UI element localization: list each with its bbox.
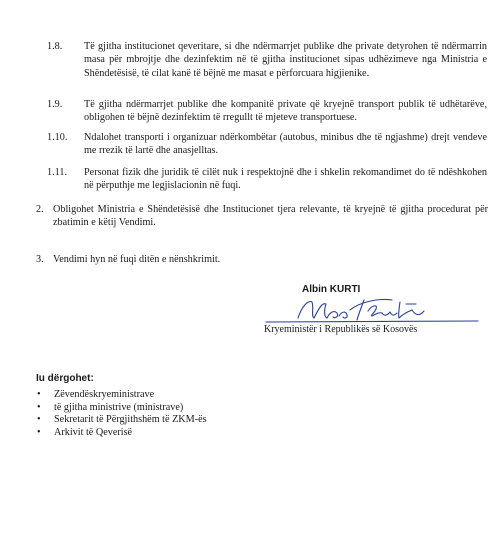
list-item: [36, 389, 207, 402]
recipients-list: [36, 389, 207, 439]
clause-text: Personat fizik dhe juridik të cilët nuk i respektojnë dhe i shkelin rekomandimet do të ndëshkohen në përputhje me legjislacionin në fuqi.: [84, 167, 487, 192]
clause-number: 1.11.: [47, 167, 67, 178]
clause-1-9: [47, 98, 487, 125]
paragraph-text: Obligohet Ministria e Shëndetësisë dhe Institucionet tjera relevante, të kryejnë të gjitha procedurat për zbatimin e këtij Vendimi.: [53, 204, 488, 229]
handwritten-signature: [264, 296, 494, 326]
clause-1-10: [47, 131, 487, 158]
list-item: [36, 402, 207, 415]
paragraph-text: Vendimi hyn në fuqi ditën e nënshkrimit.: [53, 254, 221, 265]
list-item: [36, 427, 207, 440]
clause-text: Ndalohet transporti i organizuar ndërkombëtar (autobus, minibus dhe të ngjashme) drejt vendeve me rrezik të lartë dhe anasjelltas.: [84, 132, 487, 157]
clause-text: Të gjitha institucionet qeveritare, si dhe ndërmarrjet publike dhe private detyrohen të ndërmarrin masa për mbrojtje dhe dezinfektim në të gjitha institucionet sipas udhëzimeve nga Ministria e Shëndetësisë, të cilat kanë të bëjnë me masat e përforcuara higjienike.: [84, 41, 487, 79]
bullet-icon: •: [37, 426, 41, 438]
bullet-icon: •: [37, 401, 41, 413]
recipient-text: të gjitha ministrive (ministrave): [54, 401, 184, 413]
paragraph-number: 2.: [36, 204, 44, 215]
clause-number: 1.10.: [47, 132, 68, 143]
signer-title: Kryeministër i Republikës së Kosovës: [264, 324, 418, 335]
clause-number: 1.8.: [47, 41, 63, 52]
bullet-icon: •: [37, 414, 41, 426]
bullet-icon: •: [37, 389, 41, 400]
clause-number: 1.9.: [47, 99, 63, 110]
recipient-text: Zëvendëskryeministrave: [54, 389, 155, 400]
recipient-text: Arkivit të Qeverisë: [54, 426, 133, 438]
clause-1-11: [47, 166, 487, 193]
recipient-text: Sekretarit të Përgjithshëm të ZKM-ës: [54, 414, 207, 426]
paragraph-2: [36, 203, 488, 230]
clause-text: Të gjitha ndërmarrjet publike dhe kompanitë private që kryejnë transport publik të udhëtarëve, obligohen të bëjnë dezinfektim të rregullt të mjeteve transportuese.: [84, 99, 487, 124]
signer-name: Albin KURTI: [302, 284, 361, 295]
recipients-heading: Iu dërgohet:: [36, 373, 94, 384]
paragraph-number: 3.: [36, 254, 44, 265]
list-item: [36, 414, 207, 427]
paragraph-3: [36, 253, 488, 266]
clause-1-8: [47, 40, 487, 80]
